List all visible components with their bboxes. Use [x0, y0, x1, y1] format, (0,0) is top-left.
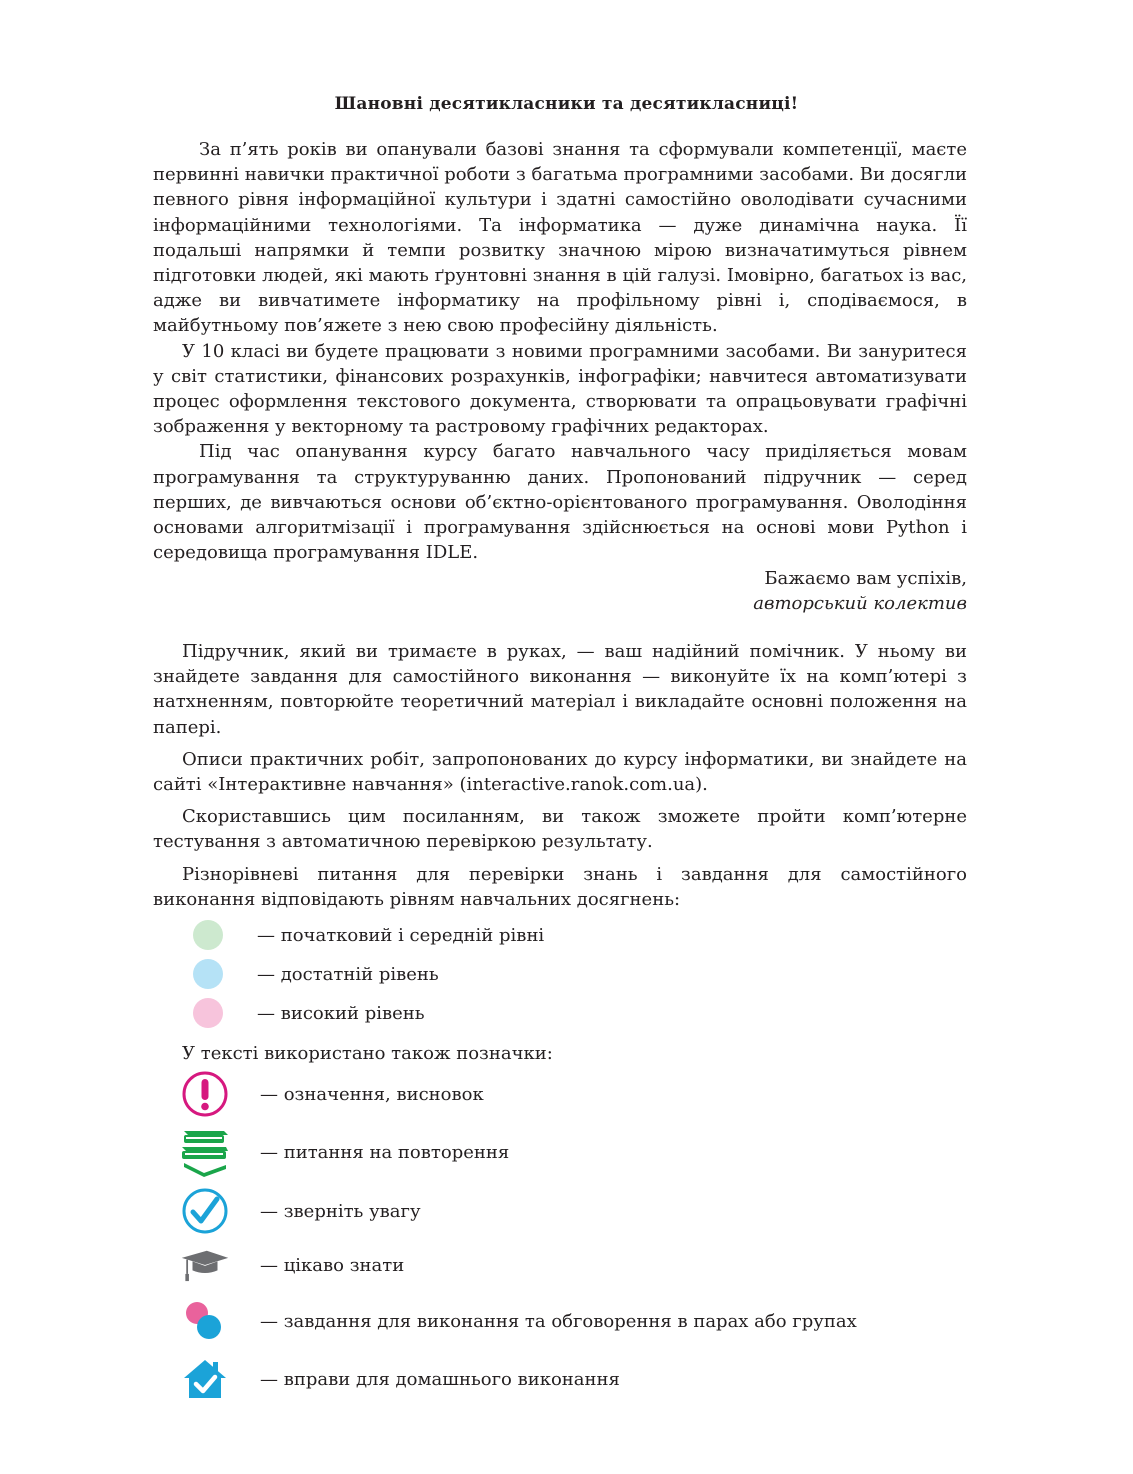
mark-pairs-row	[180, 1296, 857, 1346]
intro-paragraph: Під час опанування курсу багато навчального часу приділяється мовам програмування та структуруванню даних. Пропонований підручник — серед перших, де вивчаються основи об’єктно-орієнтованого програмування. Оволодіння основами алгоритмізації і програмування здійснюється на основі мови Python і середовища програмування IDLE.	[153, 441, 967, 564]
mark-label: — завдання для виконання та обговорення в парах або групах	[260, 1310, 857, 1332]
level-sufficient-row	[180, 959, 439, 989]
level-label: — достатній рівень	[257, 963, 439, 985]
mark-homework-row	[180, 1354, 620, 1404]
graduation-cap-icon	[180, 1240, 230, 1290]
mark-definition-row	[180, 1069, 484, 1119]
books-stack-icon	[180, 1127, 230, 1177]
level-basic-row	[180, 920, 544, 950]
signature	[153, 566, 967, 616]
home-check-icon	[180, 1354, 230, 1404]
exclamation-circle-icon	[180, 1069, 230, 1119]
mark-label: — означення, висновок	[260, 1083, 484, 1105]
level-label: — початковий і середній рівні	[257, 924, 545, 946]
level-high-row	[180, 998, 425, 1028]
guide-paragraph: Підручник, який ви тримаєте в руках, — ваш надійний помічник. У ньому ви знайдете завдання для самостійного виконання — виконуйте їх на комп’ютері з натхненням, повторюйте теоретичний матеріал і викладайте основні положення на папері.	[153, 641, 967, 738]
marks-intro: У тексті використано також позначки:	[182, 1043, 553, 1064]
mark-label: — питання на повторення	[260, 1141, 510, 1163]
intro-paragraph: За п’ять років ви опанували базові знання та сформували компетенції, маєте первинні навички практичної роботи з багатьма програмними засобами. Ви досягли певного рівня інформаційної культури і здатні самостійно оволодівати сучасними інформаційними технологіями. Та інформатика — дуже динамічна наука. Її подальші напрямки й темпи розвитку значною мірою визначатимуться рівнем підготовки людей, які мають ґрунтовні знання в цій галузі. Імовірно, багатьох із вас, адже ви вивчатимете інформатику на профільному рівні і, сподіваємося, в майбутньому пов’яжете з нею свою професійну діяльність.	[153, 139, 967, 337]
checkmark-circle-icon	[180, 1186, 230, 1236]
blue-circle-icon	[193, 959, 223, 989]
pink-circle-icon	[193, 998, 223, 1028]
intro-text	[153, 137, 967, 565]
pair-circles-icon	[180, 1296, 230, 1346]
mark-label: — цікаво знати	[260, 1254, 405, 1276]
guide-text	[153, 639, 967, 919]
signature-wish: Бажаємо вам успіхів,	[764, 568, 967, 589]
level-label: — високий рівень	[257, 1002, 425, 1024]
intro-paragraph: У 10 класі ви будете працювати з новими програмними засобами. Ви зануритеся у світ статистики, фінансових розрахунків, інфографіки; навчитеся автоматизувати процес оформлення текстового документа, створювати та опрацьовувати графічні зображення у векторному та растровому графічних редакторах.	[153, 340, 967, 438]
mark-review-row	[180, 1127, 509, 1177]
mark-interesting-row	[180, 1240, 404, 1290]
mark-label: — зверніть увагу	[260, 1200, 421, 1222]
signature-authors: авторський колектив	[753, 593, 967, 615]
page-title: Шановні десятикласники та десятикласниці!	[334, 94, 799, 114]
mark-attention-row	[180, 1186, 421, 1236]
mark-label: — вправи для домашнього виконання	[260, 1368, 620, 1390]
guide-paragraph: Описи практичних робіт, запропонованих до курсу інформатики, ви знайдете на сайті «Інтерактивне навчання» (interactive.ranok.com.ua).	[153, 748, 967, 796]
guide-paragraph: Скориставшись цим посиланням, ви також зможете пройти комп’ютерне тестування з автоматичною перевіркою результату.	[153, 806, 967, 853]
green-circle-icon	[193, 920, 223, 950]
guide-paragraph: Різнорівневі питання для перевірки знань і завдання для самостійного виконання відповідають рівням навчальних досягнень:	[153, 863, 967, 910]
